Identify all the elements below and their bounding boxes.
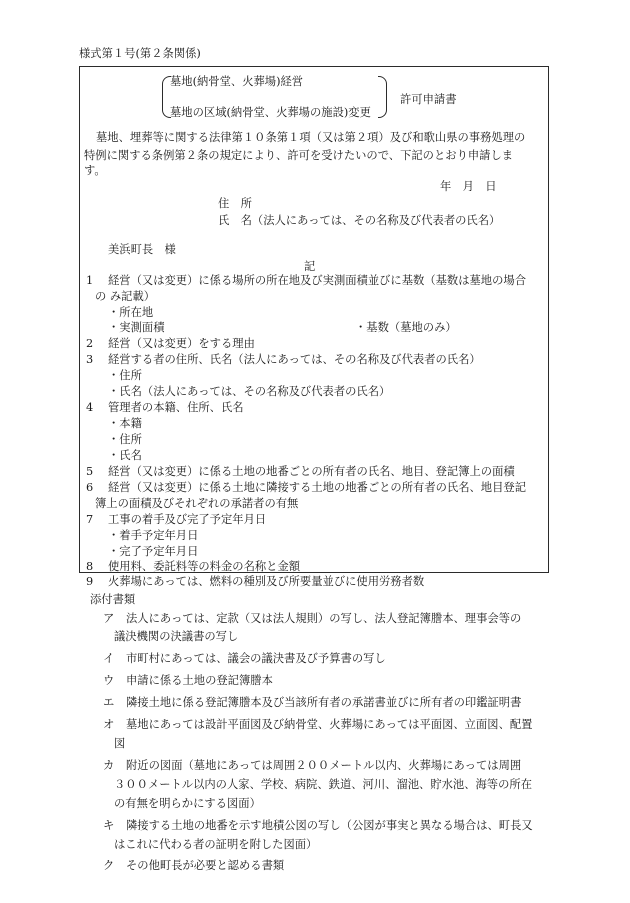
- attach-e-mark: エ: [103, 696, 115, 709]
- item-4-address: ・住所: [108, 433, 142, 446]
- item-9-text: 火葬場にあっては、燃料の種別及び所要量並びに使用労務者数: [108, 575, 425, 588]
- item-6-num: 6: [86, 481, 94, 494]
- title-option-operation: 墓地(納骨堂、火葬場)経営: [170, 75, 304, 88]
- ki-heading: 記: [304, 260, 316, 273]
- addressee: 美浜町長 様: [108, 243, 176, 256]
- attach-ka-mark: カ: [103, 759, 115, 772]
- name-label: 氏 名（法人にあっては、その名称及び代表者の氏名）: [218, 214, 501, 227]
- attach-ki-mark: キ: [103, 819, 115, 832]
- attachments-heading: 添付書類: [90, 593, 136, 606]
- item-6-cont: 簿上の面積及びそれぞれの承諾者の有無: [95, 497, 299, 510]
- item-1-num: 1: [86, 274, 94, 287]
- item-4-text: 管理者の本籍、住所、氏名: [108, 401, 244, 414]
- intro-line-3: す。: [84, 164, 106, 177]
- item-7-finish: ・完了予定年月日: [108, 545, 199, 558]
- attach-ki-line-1: 隣接する土地の地番を示す地積公図の写し（公図が事実と異なる場合は、町長又: [126, 819, 533, 832]
- attach-ku-line-1: その他町長が必要と認める書類: [126, 859, 285, 872]
- item-1-text: 経営（又は変更）に係る場所の所在地及び実測面積並びに基数（基数は墓地の場合: [108, 274, 526, 287]
- intro-line-1: 墓地、埋葬等に関する法律第１０条第１項（又は第２項）及び和歌山県の事務処理の: [96, 131, 526, 144]
- item-2-text: 経営（又は変更）をする理由: [108, 337, 255, 350]
- attach-o-line-1: 墓地にあっては設計平面図及び納骨堂、火葬場にあっては平面図、立面図、配置: [126, 718, 533, 731]
- attach-a-mark: ア: [103, 612, 115, 625]
- item-3-text: 経営する者の住所、氏名（法人にあっては、その名称及び代表者の氏名）: [108, 353, 481, 366]
- item-8-text: 使用料、委託料等の料金の名称と金額: [108, 560, 301, 573]
- item-7-text: 工事の着手及び完了予定年月日: [108, 513, 267, 526]
- item-5-num: 5: [86, 465, 94, 478]
- address-label: 住 所: [218, 197, 252, 210]
- attach-i-mark: イ: [103, 652, 115, 665]
- item-8-num: 8: [86, 560, 94, 573]
- item-1-location: ・所在地: [108, 306, 154, 319]
- item-9-num: 9: [86, 575, 94, 588]
- item-1-cont: の み記載）: [95, 290, 156, 303]
- intro-line-2: 特例に関する条例第２条の規定により、許可を受けたいので、下記のとおり申請しま: [84, 149, 514, 162]
- attach-i-line-1: 市町村にあっては、議会の議決書及び予算書の写し: [126, 652, 386, 665]
- item-2-num: 2: [86, 337, 94, 350]
- attach-ku-mark: ク: [103, 859, 115, 872]
- attach-ka-line-3: の有無を明らかにする図面）: [114, 797, 261, 810]
- attach-ki-line-2: はこれに代わる者の証明を附した図面）: [114, 838, 318, 851]
- item-3-address: ・住所: [108, 369, 142, 382]
- attach-u-line-1: 申請に係る土地の登記簿謄本: [126, 674, 273, 687]
- item-1-area: ・実測面積: [108, 321, 165, 334]
- title-suffix: 許可申請書: [400, 93, 457, 106]
- item-7-num: 7: [86, 513, 94, 526]
- item-3-num: 3: [86, 353, 94, 366]
- attach-u-mark: ウ: [103, 674, 115, 687]
- title-option-change: 墓地の区域(納骨堂、火葬場の施設)変更: [170, 106, 371, 119]
- item-7-start: ・着手予定年月日: [108, 529, 199, 542]
- attach-o-mark: オ: [103, 718, 115, 731]
- item-1-count: ・基数（墓地のみ）: [355, 321, 457, 334]
- item-6-text: 経営（又は変更）に係る土地に隣接する土地の地番ごとの所有者の氏名、地目登記: [108, 481, 526, 494]
- attach-a-line-1: 法人にあっては、定款（又は法人規則）の写し、法人登記簿謄本、理事会等の: [126, 612, 522, 625]
- item-4-num: 4: [86, 401, 94, 414]
- attach-e-line-1: 隣接土地に係る登記簿謄本及び当該所有者の承諾書並びに所有者の印鑑証明書: [126, 696, 522, 709]
- attach-ka-line-2: ３００メートル以内の人家、学校、病院、鉄道、河川、溜池、貯水池、海等の所在: [114, 778, 532, 791]
- title-brace-right: [378, 76, 387, 118]
- item-4-domicile: ・本籍: [108, 417, 142, 430]
- form-number: 様式第１号(第２条関係): [79, 47, 201, 60]
- attach-ka-line-1: 附近の図面（墓地にあっては周囲２００メートル以内、火葬場にあっては周囲: [126, 759, 522, 772]
- item-4-name: ・氏名: [108, 449, 142, 462]
- date-label: 年 月 日: [440, 180, 497, 193]
- attach-o-line-2: 図: [114, 737, 126, 750]
- item-5-text: 経営（又は変更）に係る土地の地番ごとの所有者の氏名、地目、登記簿上の面積: [108, 465, 515, 478]
- item-3-name: ・氏名（法人にあっては、その名称及び代表者の氏名）: [108, 385, 391, 398]
- attach-a-line-2: 議決機関の決議書の写し: [114, 630, 239, 643]
